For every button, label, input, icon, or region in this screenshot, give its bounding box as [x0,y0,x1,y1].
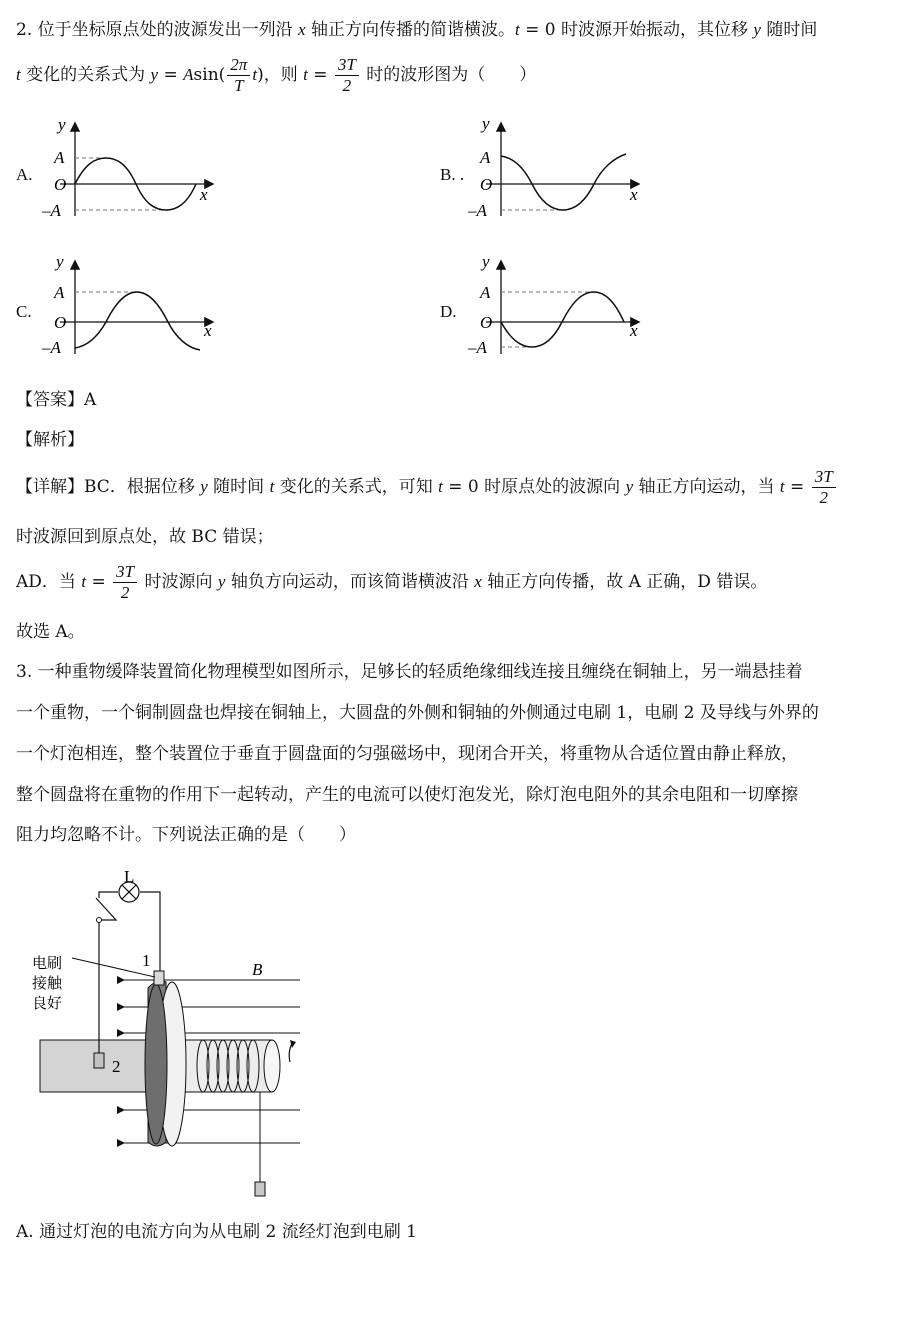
detail-text: = 0 时原点处的波源向 [442,477,626,497]
option-b-graph [466,112,656,222]
fraction-numerator: 3T [812,467,836,488]
symbol-t: t [269,477,275,496]
symbol-t: t [514,20,520,39]
fraction-2pi-over-T [227,55,250,96]
fraction-3T-over-2 [812,467,836,508]
waveform [501,154,626,210]
x-label: x [200,185,208,204]
q2-line-1 [16,18,817,42]
detail-text: 轴负方向运动，而该简谐横波沿 [225,572,475,592]
neg-A-label: –A [42,201,61,220]
brush-1-label: 1 [142,951,151,970]
detail-text: = [86,572,112,592]
q2-text: 时的波形图为（ ） [360,65,537,85]
origin-label: O [54,175,67,194]
A-label: A [480,283,491,302]
origin-label: O [480,313,493,332]
q2-text: = [307,65,333,85]
waveform [501,292,624,347]
q2-text: = [158,65,184,85]
brush-2-label: 2 [112,1057,121,1076]
q3-line-5: 阻力均忽略不计。下列说法正确的是（ ） [16,825,356,845]
option-d-label[interactable]: D. [440,302,457,321]
option-a-label[interactable]: A. [16,165,33,184]
detail-text: 【详解】BC．根据位移 [16,477,201,497]
A-label: A [480,148,491,167]
detail-line-2: 时波源回到原点处，故 BC 错误； [16,527,274,547]
neg-A-label: –A [468,201,487,220]
fraction-numerator: 3T [335,55,359,76]
detail-text: 轴正方向运动，当 [633,477,780,497]
option-d-graph [466,250,656,360]
fraction-denominator: T [234,76,244,95]
symbol-A: A [183,65,194,84]
y-label: y [56,252,64,271]
answer-line: 【答案】A [16,390,97,410]
fraction-3T-over-2 [113,562,137,603]
neg-A-label: –A [468,338,487,357]
symbol-t: t [81,572,87,591]
lamp-label: L [124,867,135,886]
q2-text: )，则 [257,65,304,85]
symbol-t: t [16,65,21,84]
switch-contact [97,918,102,923]
detail-text: 随时间 [207,477,270,497]
symbol-y: y [625,477,634,496]
fraction-numerator: 3T [113,562,137,583]
detail-text: 时波源向 [139,572,218,592]
symbol-t: t [438,477,443,496]
symbol-x: x [298,20,306,39]
field-label: B [252,960,263,979]
q2-text: sin( [193,65,226,85]
detail-text: 变化的关系式，可知 [274,477,439,497]
x-label: x [630,185,638,204]
q2-text: 随时间 [760,20,818,40]
symbol-y: y [200,477,208,496]
y-label: y [482,252,490,271]
q3-option-a[interactable]: A. 通过灯泡的电流方向为从电刷 2 流经灯泡到电刷 1 [16,1222,417,1242]
brush-1 [154,971,164,985]
note-line-3: 良好 [32,996,63,1012]
q2-text: = 0 时波源开始振动，其位移 [519,20,754,40]
symbol-t: t [303,65,308,84]
weight [255,1182,265,1196]
A-label: A [54,283,65,302]
fraction-denominator: 2 [120,583,130,602]
origin-label: O [480,175,493,194]
fraction-numerator: 2π [227,55,250,76]
q3-line-3: 一个灯泡相连，整个装置位于垂直于圆盘面的匀强磁场中，现闭合开关，将重物从合适位置由静止释放， [16,744,798,764]
symbol-t: t [779,477,785,496]
apparatus-figure [20,860,320,1200]
origin-label: O [54,313,67,332]
option-c-graph [40,250,230,360]
copper-disk-side [145,984,167,1144]
note-line-1: 电刷 [32,956,63,972]
symbol-t: t [252,65,258,84]
y-label: y [58,115,66,134]
fraction-3T-over-2 [335,55,359,96]
x-label: x [630,321,638,340]
q3-line-4: 整个圆盘将在重物的作用下一起转动，产生的电流可以使灯泡发光，除灯泡电阻外的其余电阻和一切摩擦 [16,785,798,805]
lamp-wire-left [99,892,118,898]
option-a-graph [40,112,230,222]
symbol-y: y [753,20,761,39]
axle-end [264,1040,280,1092]
q2-text: 变化的关系式为 [20,65,151,85]
detail-text: AD．当 [16,572,82,592]
detail-line-3 [16,560,767,604]
y-label: y [482,114,490,133]
detail-line-4: 故选 A。 [16,622,85,642]
symbol-y: y [150,65,159,84]
q3-line-1: 3. 一种重物缓降装置简化物理模型如图所示，足够长的轻质绝缘细线连接且缠绕在铜轴上，另一端悬挂着 [16,662,803,682]
symbol-x: x [474,572,482,591]
fraction-denominator: 2 [819,488,828,507]
q3-line-2: 一个重物，一个铜制圆盘也焊接在铜轴上，大圆盘的外侧和铜轴的外侧通过电刷 1，电刷 2 及导线与外界的 [16,703,819,723]
waveform [75,292,200,350]
detail-text: 轴正方向传播，故 A 正确，D 错误。 [481,572,768,592]
symbol-y: y [217,572,226,591]
analysis-heading: 【解析】 [16,430,84,450]
brush-2 [94,1053,104,1068]
detail-text: = [784,477,810,497]
q2-line-2 [16,53,536,97]
q2-text: 轴正方向传播的简谐横波。 [305,20,515,40]
note-line-2: 接触 [32,976,63,992]
option-c-label[interactable]: C. [16,302,32,321]
neg-A-label: –A [42,338,61,357]
x-label: x [204,321,212,340]
A-label: A [54,148,65,167]
q2-text: 2. 位于坐标原点处的波源发出一列沿 [16,20,299,40]
fraction-denominator: 2 [342,76,352,95]
detail-line-1 [16,465,838,509]
option-b-label[interactable]: B. . [440,165,465,184]
